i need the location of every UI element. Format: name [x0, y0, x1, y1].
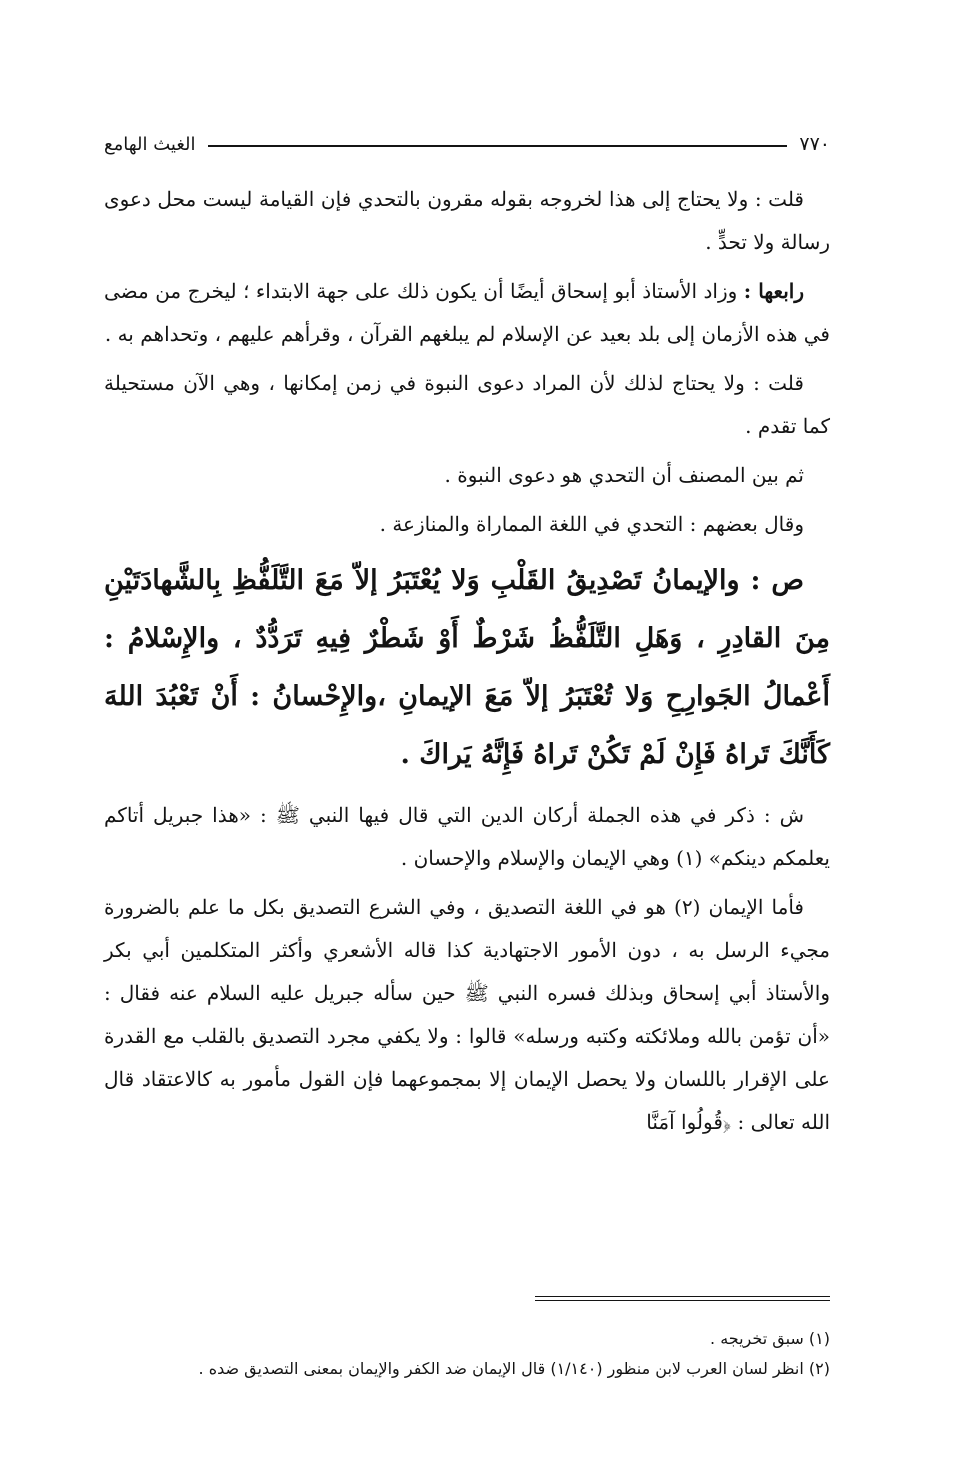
paragraph	[104, 178, 830, 264]
running-header	[104, 128, 830, 160]
paragraph-lead: رابعها :	[743, 279, 804, 303]
paragraph: ش : ذكر في هذه الجملة أركان الدين التي قال فيها النبي ﷺ : «هذا جبريل أتاكم يعلمكم دينكم» (١) وهي الإيمان والإسلام والإحسان .	[104, 803, 830, 870]
paragraph	[104, 454, 830, 497]
paragraph-text: وقال بعضهم : التحدي في اللغة المماراة والمنازعة .	[379, 512, 804, 536]
paragraph: فأما الإيمان (٢) هو في اللغة التصديق ، وفي الشرع التصديق بكل ما علم بالضرورة مجيء الرسل به ، دون الأمور الاجتهادية كذا قاله الأشعري وأكثر المتكلمين أبي بكر والأستاذ أبي إسحاق وبذلك فسره النبي ﷺ حين سأله جبريل عليه السلام عنه فقال : «أن تؤمن بالله وملائكته وكتبه ورسله» قالوا : ولا يكفي مجرد التصديق بالقلب مع القدرة على الإقرار باللسان ولا يحصل الإيمان إلا بمجموعهما فإن القول مأمور به كالاعتقاد قال الله تعالى : ﴿قُولُوا آمَنَّا	[104, 895, 830, 1134]
paragraph-text: وزاد الأستاذ أبو إسحاق أيضًا أن يكون ذلك على جهة الابتداء ؛ ليخرج من مضى في هذه الأزمان إلى بلد بعيد عن الإسلام لم يبلغهم القرآن ، وقرأهم عليهم ، وتحداهم به .	[104, 279, 830, 346]
footnote: (٢) انظر لسان العرب لابن منظور (١/١٤٠) قال الإيمان ضد الكفر والإيمان بمعنى التصديق ضده .	[198, 1359, 830, 1378]
paragraph-text: قلت : ولا يحتاج إلى هذا لخروجه بقوله مقرون بالتحدي فإن القيامة ليست محل دعوى رسالة ولا تحدٍّ .	[104, 187, 830, 254]
page-body	[104, 178, 830, 1144]
paragraph	[104, 270, 830, 356]
footnote-separator	[535, 1296, 830, 1301]
matn-text: ص : والإيمانُ تَصْدِيقُ القَلْبِ وَلا يُعْتَبَرُ إلاّ مَعَ التَّلَفُّظِ بِالشَّهادَتَيْنِ مِنَ القادِرِ ، وَهَلِ التَّلَفُّظُ شَرْطٌ أَوْ شَطْرٌ فِيهِ تَرَدُّدٌ ، والإِسْلامُ : أَعْمالُ الجَوارِحِ وَلا تُعْتَبَرُ إلاّ مَعَ الإيمانِ ،والإِحْسانُ : أَنْ تَعْبُدَ اللهَ كَأَنَّكَ تَراهُ فَإِنْ لَمْ تَكُنْ تَراهُ فَإِنَّهُ يَراكَ .	[104, 565, 830, 770]
book-title: الغيث الهامع	[104, 133, 196, 155]
footnote: (١) سبق تخريجه .	[710, 1329, 830, 1348]
paragraph	[104, 362, 830, 448]
book-page	[104, 128, 830, 1378]
header-rule	[208, 145, 788, 147]
paragraph-text: ثم بين المصنف أن التحدي هو دعوى النبوة .	[444, 463, 804, 487]
page-number: ٧٧٠	[799, 133, 830, 155]
paragraph	[104, 503, 830, 546]
footnotes	[104, 1324, 830, 1384]
paragraph-text: قلت : ولا يحتاج لذلك لأن المراد دعوى النبوة في زمن إمكانها ، وهي الآن مستحيلة كما تقدم .	[104, 371, 830, 438]
